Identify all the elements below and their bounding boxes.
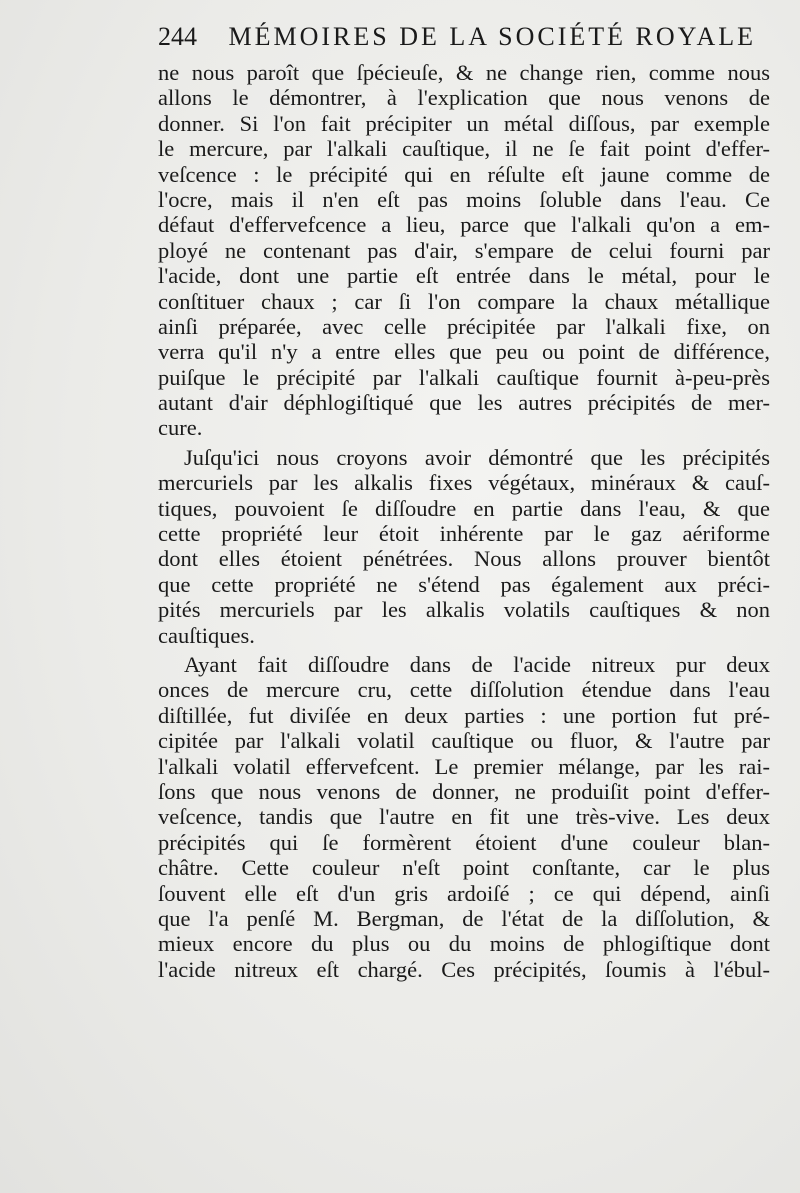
text-line: ſons que nous venons de donner, ne produiſit point d'effer- [158, 778, 770, 804]
text-line: ſouvent elle eſt d'un gris ardoiſé ; ce qui dépend, ainſi [158, 880, 770, 906]
text-line: l'alkali volatil effervefcent. Le premier mélange, par les rai- [158, 753, 770, 779]
paragraph [158, 60, 770, 441]
text-line: conſtituer chaux ; car ſi l'on compare la chaux métallique [158, 288, 770, 314]
text-line: onces de mercure cru, cette diſſolution étendue dans l'eau [158, 677, 770, 703]
running-header [158, 22, 757, 62]
text-line: l'ocre, mais il n'en eſt pas moins ſoluble dans l'eau. Ce [158, 186, 770, 212]
text-line: l'acide nitreux eſt chargé. Ces précipités, ſoumis à l'ébul- [158, 956, 770, 982]
text-line: pités mercuriels par les alkalis volatils cauſtiques & non [158, 597, 770, 623]
text-line: donner. Si l'on fait précipiter un métal diſſous, par exemple [158, 110, 770, 136]
text-line: ployé ne contenant pas d'air, s'empare de celui fourni par [158, 237, 770, 263]
text-line: l'acide, dont une partie eſt entrée dans le métal, pour le [158, 263, 770, 289]
text-line: diſtillée, fut diviſée en deux parties : une portion fut pré- [158, 702, 770, 728]
text-line: que l'a penſé M. Bergman, de l'état de la diſſolution, & [158, 905, 770, 931]
text-line: puiſque le précipité par l'alkali cauſtique fournit à-peu-près [158, 364, 770, 390]
text-line: cette propriété leur étoit inhérente par le gaz aériforme [158, 521, 770, 547]
text-line: châtre. Cette couleur n'eſt point conſtante, car le plus [158, 855, 770, 881]
text-line: veſcence, tandis que l'autre en fit une très-vive. Les deux [158, 804, 770, 830]
body-text [158, 60, 770, 982]
text-line: cure. [158, 415, 203, 441]
text-line: mercuriels par les alkalis fixes végétaux, minéraux & cauſ- [158, 470, 770, 496]
text-line: tiques, pouvoient ſe diſſoudre en partie dans l'eau, & que [158, 495, 770, 521]
text-line: Ayant fait diſſoudre dans de l'acide nitreux pur deux [184, 651, 770, 677]
text-line: le mercure, par l'alkali cauſtique, il ne ſe fait point d'effer- [158, 136, 770, 162]
text-line: Juſqu'ici nous croyons avoir démontré que les précipités [184, 444, 770, 470]
text-line: allons le démontrer, à l'explication que nous venons de [158, 85, 770, 111]
text-line: veſcence : le précipité qui en réſulte eſt jaune comme de [158, 161, 770, 187]
text-line: dont elles étoient pénétrées. Nous allons prouver bientôt [158, 546, 770, 572]
text-line: cipitée par l'alkali volatil cauſtique ou fluor, & l'autre par [158, 728, 770, 754]
text-line: mieux encore du plus ou du moins de phlogiſtique dont [158, 931, 770, 957]
text-line: que cette propriété ne s'étend pas également aux préci- [158, 571, 770, 597]
text-line: ne nous paroît que ſpécieuſe, & ne change rien, comme nous [158, 60, 770, 85]
text-line: autant d'air déphlogiſtiqué que les autres précipités de mer- [158, 390, 770, 416]
text-line: précipités qui ſe formèrent étoient d'une couleur blan- [158, 829, 770, 855]
paragraph [158, 445, 770, 648]
text-line: cauſtiques. [158, 622, 255, 648]
text-line: défaut d'effervefcence a lieu, parce que l'alkali qu'on a em- [158, 212, 770, 238]
text-line: verra qu'il n'y a entre elles que peu ou point de différence, [158, 339, 770, 365]
paragraph [158, 652, 770, 982]
page-number: 244 [158, 22, 197, 51]
running-title: MÉMOIRES DE LA SOCIÉTÉ ROYALE [228, 22, 757, 51]
text-line: ainſi préparée, avec celle précipitée par l'alkali fixe, on [158, 313, 770, 339]
